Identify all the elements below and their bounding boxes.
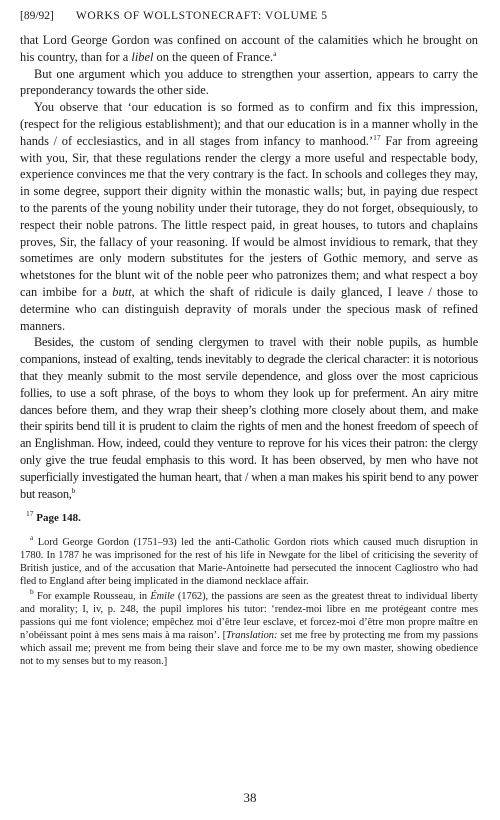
running-title: WORKS OF WOLLSTONECRAFT: VOLUME 5 xyxy=(75,10,328,22)
paragraph-2: But one argument which you adduce to strengthen your assertion, appears to carry the preponderancy towards the other side. xyxy=(20,66,478,98)
footnote-marker: 17 xyxy=(373,132,381,142)
note-marker: b xyxy=(71,485,76,495)
paragraph-text: You observe that ‘our education is so formed as to confirm and fix this impression, (respect for the religious establishment); and that our education is in a manner wholly in the hands / of ecclesiastics, and in all stages from infancy to manhood.’ xyxy=(20,100,478,148)
note-b xyxy=(20,587,478,668)
book-page xyxy=(20,10,478,670)
paragraph-3 xyxy=(20,99,478,334)
editorial-notes xyxy=(20,533,478,668)
main-text xyxy=(20,32,478,502)
translation-label: Translation: xyxy=(226,630,278,642)
page-number: 38 xyxy=(243,790,257,805)
note-marker: a xyxy=(273,48,277,58)
note-text: For example Rousseau, in xyxy=(33,591,151,603)
note-text: Lord George Gordon (1751–93) led the anti-Catholic Gordon riots which caused much disruption in 1780. In 1787 he was imprisoned for the rest of his life in Newgate for the libel of criticising the severity of British justice, and of the accusation that Marie-Antoinette had persecuted the innocent Cagliostro who had fled to England after being implicated in the diamond necklace affair. xyxy=(20,537,478,588)
book-title: Émile xyxy=(150,591,175,603)
paragraph-text: on the queen of France. xyxy=(153,49,274,64)
numbered-footnote xyxy=(20,509,478,525)
note-text: set me free by protecting me from my passions which assail me; prevent me from being their slave and force me to be my own master, showing obedience not to my senses but to my reason.] xyxy=(20,630,478,668)
paragraph-text: , at which the shaft of ridicule is daily glanced, I leave / those to determine who can distinguish depravity of morals under the specious mask of refined manners. xyxy=(20,284,478,333)
paragraph-text: that Lord George Gordon was confined on account of the calamities which he brought on his country, than for a xyxy=(20,33,478,64)
note-text: (1762), the passions are seen as the greatest threat to individual liberty and morality; I, iv, p. 248, the pupil implores his tutor: ‘rendez-moi libre en me protégeant contre mes passions qui me font violence; empêchez moi d’être leur esclave, et forcez-moi d’être mon propre maître en n’obéissant point à mes sens mais à ma raison’. [ xyxy=(20,591,478,642)
paragraph-1 xyxy=(20,32,478,66)
paragraph-text: Far from agreeing with you, Sir, that these regulations render the clergy a more useful and respectable body, experience convinces me that the very contrary is the fact. In schools and colleges they may, in some degree, support their dignity within the monastic walls; but, in paying due respect to the parents of the young nobility under their tutorage, they do not forget, obsequiously, to respect their noble patrons. The little respect paid, in great houses, to tutors and chaplains proves, Sir, the fallacy of your reasoning. If would be almost invidious to remark, that they sometimes are only modern substitutes for the jesters of Gothic memory, and serve as whetstones for the blunt wit of the noble peer who patronizes them; and what respect a boy can imbibe for a xyxy=(20,133,478,299)
page-reference: [89/92] xyxy=(20,10,54,22)
emphasis-text: libel xyxy=(131,49,154,64)
note-letter: a xyxy=(30,533,34,543)
footnote-text: Page 148. xyxy=(33,512,81,525)
paragraph-4 xyxy=(20,334,478,502)
running-header xyxy=(20,10,478,22)
footnote-number: 17 xyxy=(26,509,34,519)
emphasis-text: butt xyxy=(112,284,132,299)
note-a xyxy=(20,533,478,588)
note-letter: b xyxy=(30,587,34,597)
paragraph-text: Besides, the custom of sending clergymen to travel with their noble pupils, as humble companions, instead of exalting, tends inevitably to degrade the clerical character: it is notorious that they meanly submit to the most servile dependence, and gloss over the most capricious follies, to use a soft phrase, of the boys to whom they look up for preferment. An airy mitre dances before them, and they wrap their sheep’s clothing more closely about them, and make their spirits bend till it is prudent to claim the rights of men and the honest freedom of speech of an Englishman. How, indeed, could they venture to reprove for his vices their patron: the clergy only give the true feudal emphasis to this word. It has been observed, by men who have not superficially investigated the human heart, that / when a man makes his spirit bend to any power but reason, xyxy=(20,335,478,501)
